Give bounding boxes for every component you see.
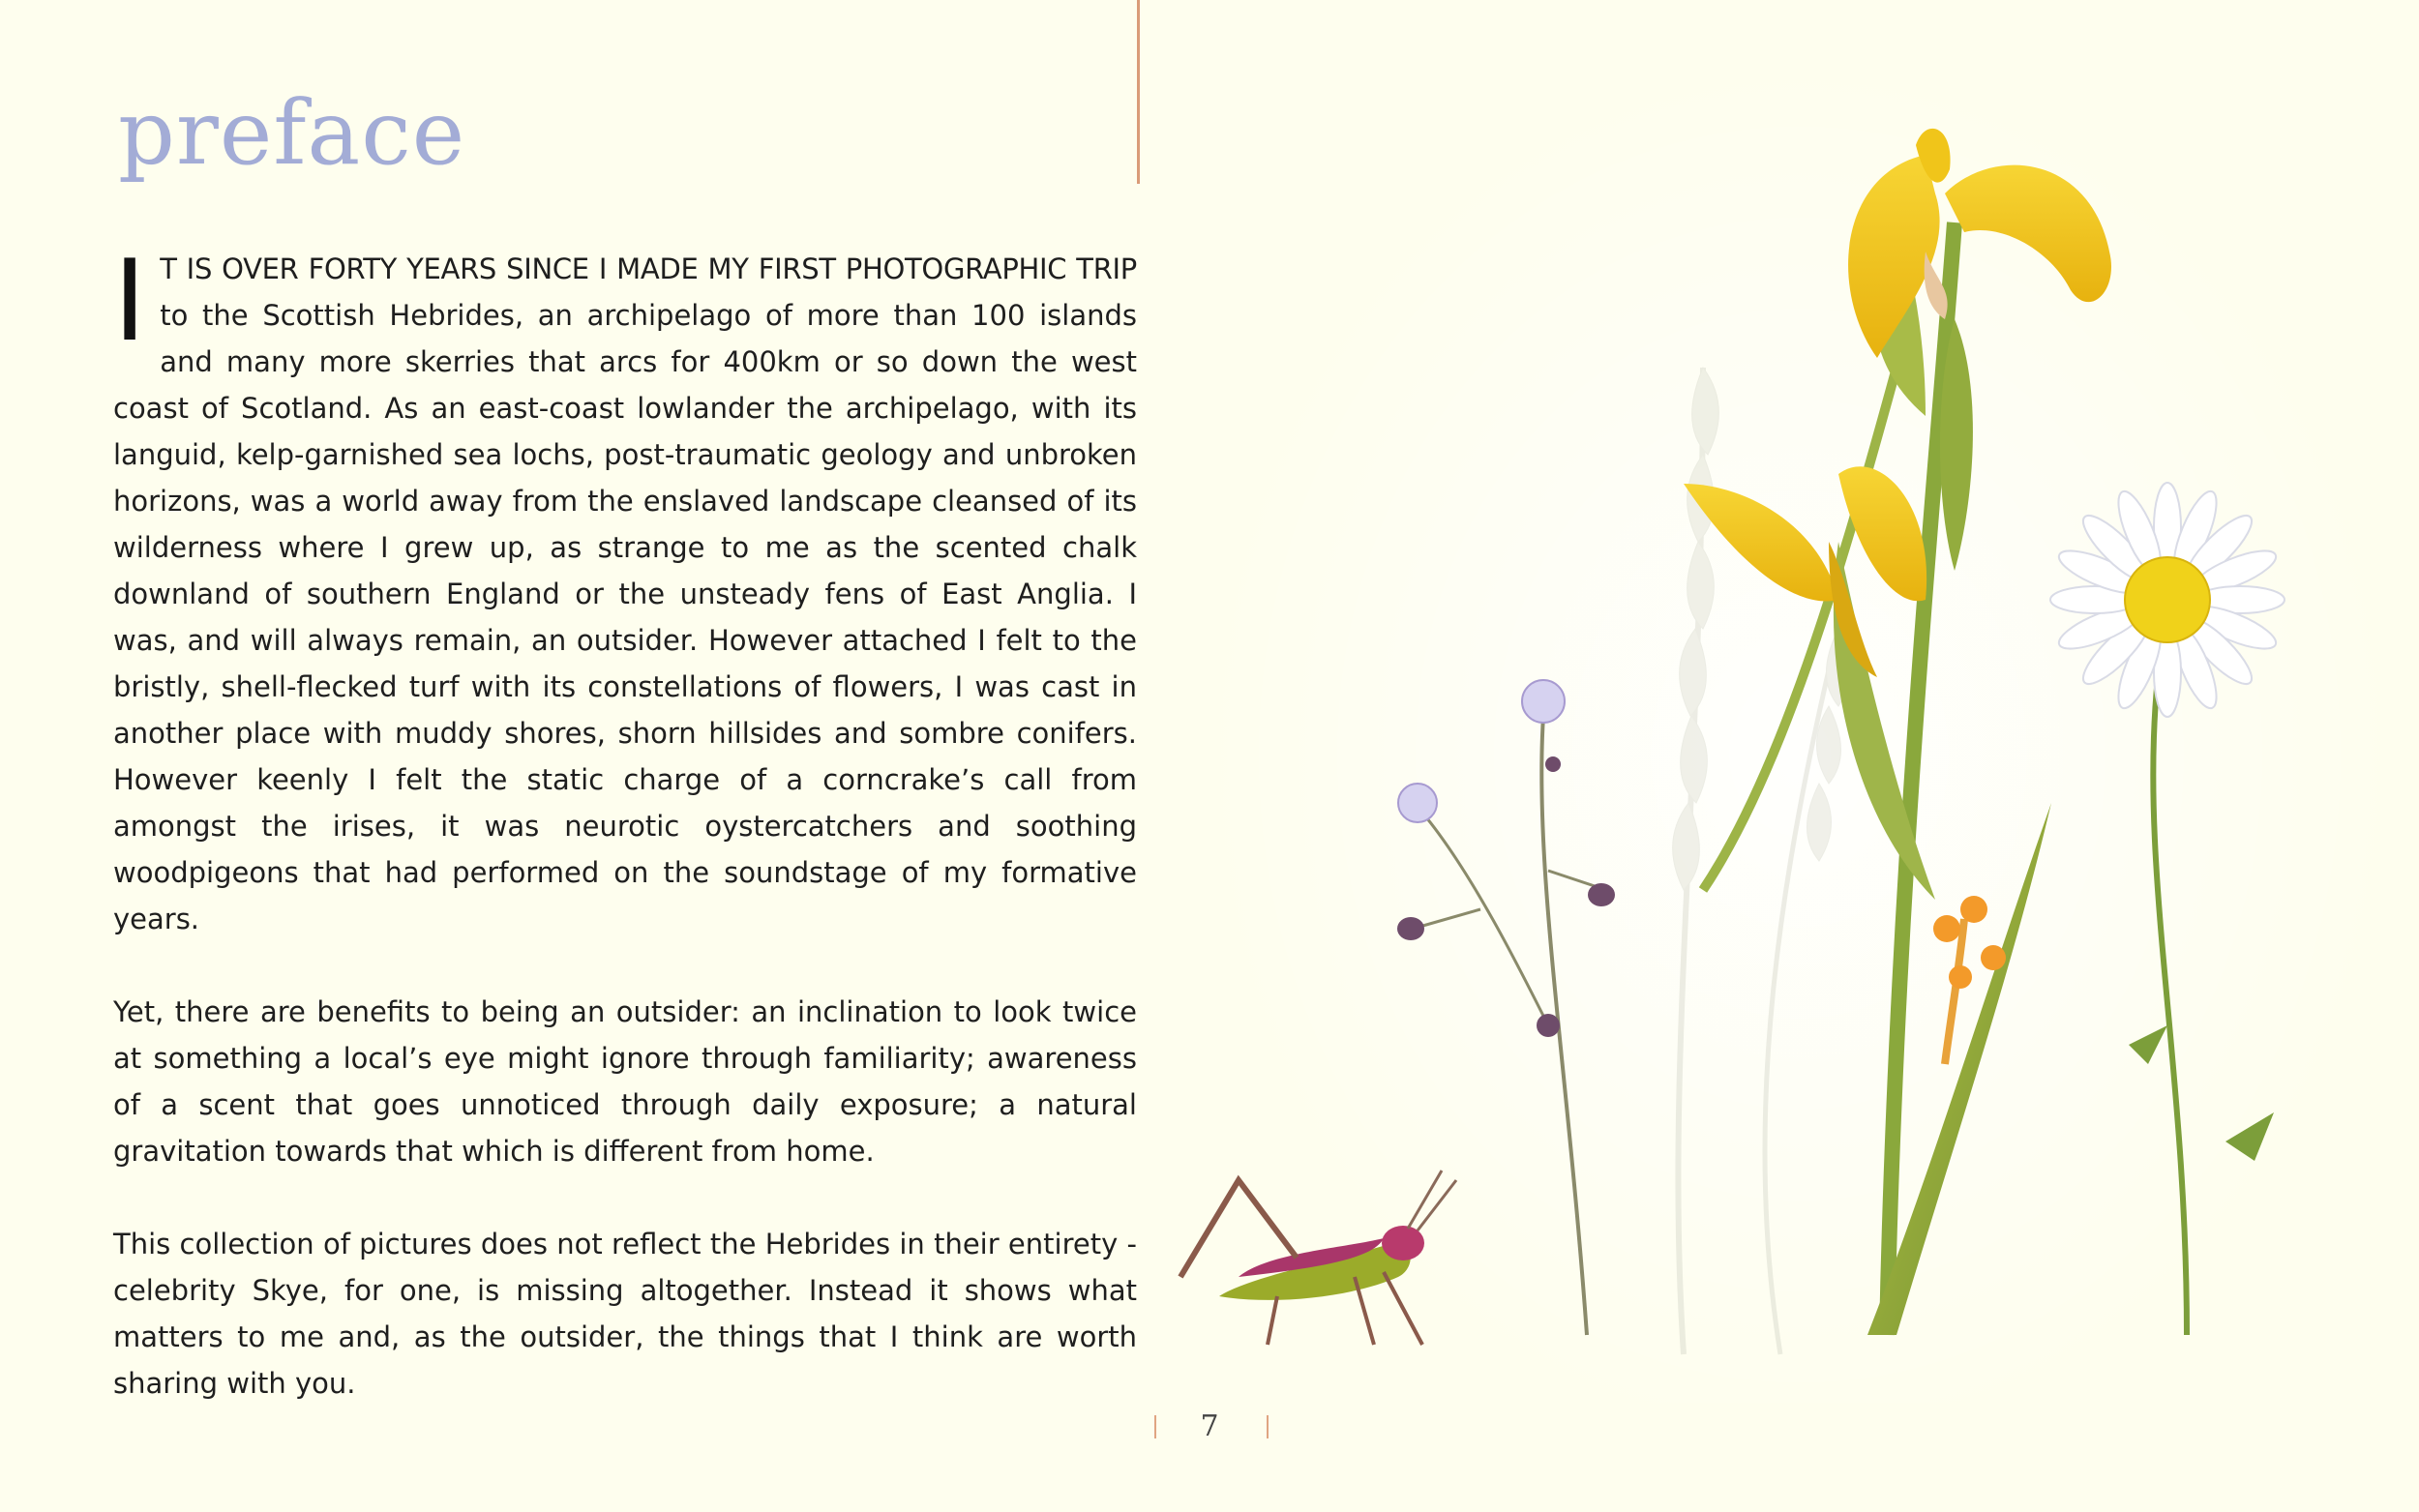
page-title: preface bbox=[118, 81, 466, 185]
paragraph-3: This collection of pictures does not reflect the Hebrides in their entirety - celebrity Skye, for one, is missing altogether. Instead it shows what matters to me and, as the outsider, the things that I think are worth sharing with you. bbox=[113, 1228, 1137, 1400]
page-number bbox=[1151, 1408, 1268, 1446]
botanical-illustration bbox=[1161, 0, 2419, 1403]
lead-in-caps: T IS OVER FORTY YEARS SINCE I MADE MY FIRST PHOTOGRAPHIC TRIP bbox=[160, 252, 1137, 285]
paragraph-1 bbox=[113, 236, 1137, 942]
page-number-text: 7 bbox=[1200, 1409, 1219, 1443]
page-number-tick-right bbox=[1267, 1415, 1269, 1438]
drop-cap: I bbox=[113, 236, 147, 367]
body-text bbox=[113, 236, 1137, 1453]
top-divider-rule bbox=[1137, 0, 1140, 184]
paragraph-2: Yet, there are benefits to being an outsider: an inclination to look twice at something a local’s eye might ignore through familiarity; awareness of a scent that goes unnoticed through daily exposure; a natural gravitation towards that which is different from home. bbox=[113, 995, 1137, 1168]
paragraph-1-text: to the Scottish Hebrides, an archipelago of more than 100 islands and many more skerries that arcs for 400km or so down the west coast of Scotland. As an east-coast lowlander the archipelago, with its languid, kelp-garnished sea lochs, post-traumatic geology and unbroken horizons, was a world away from the enslaved landscape cleansed of its wilderness where I grew up, as strange to me as the scented chalk downland of southern England or the unsteady fens of East Anglia. I was, and will always remain, an outsider. However attached I felt to the bristly, shell-flecked turf with its constellations of flowers, I was cast in another place with muddy shores, shorn hillsides and sombre conifers. However keenly I felt the static charge of a corncrake’s call from amongst the irises, it was neurotic oystercatchers and soothing woodpigeons that had performed on the soundstage of my formative years. bbox=[113, 299, 1137, 935]
backdrop-haze bbox=[1200, 58, 2400, 1403]
